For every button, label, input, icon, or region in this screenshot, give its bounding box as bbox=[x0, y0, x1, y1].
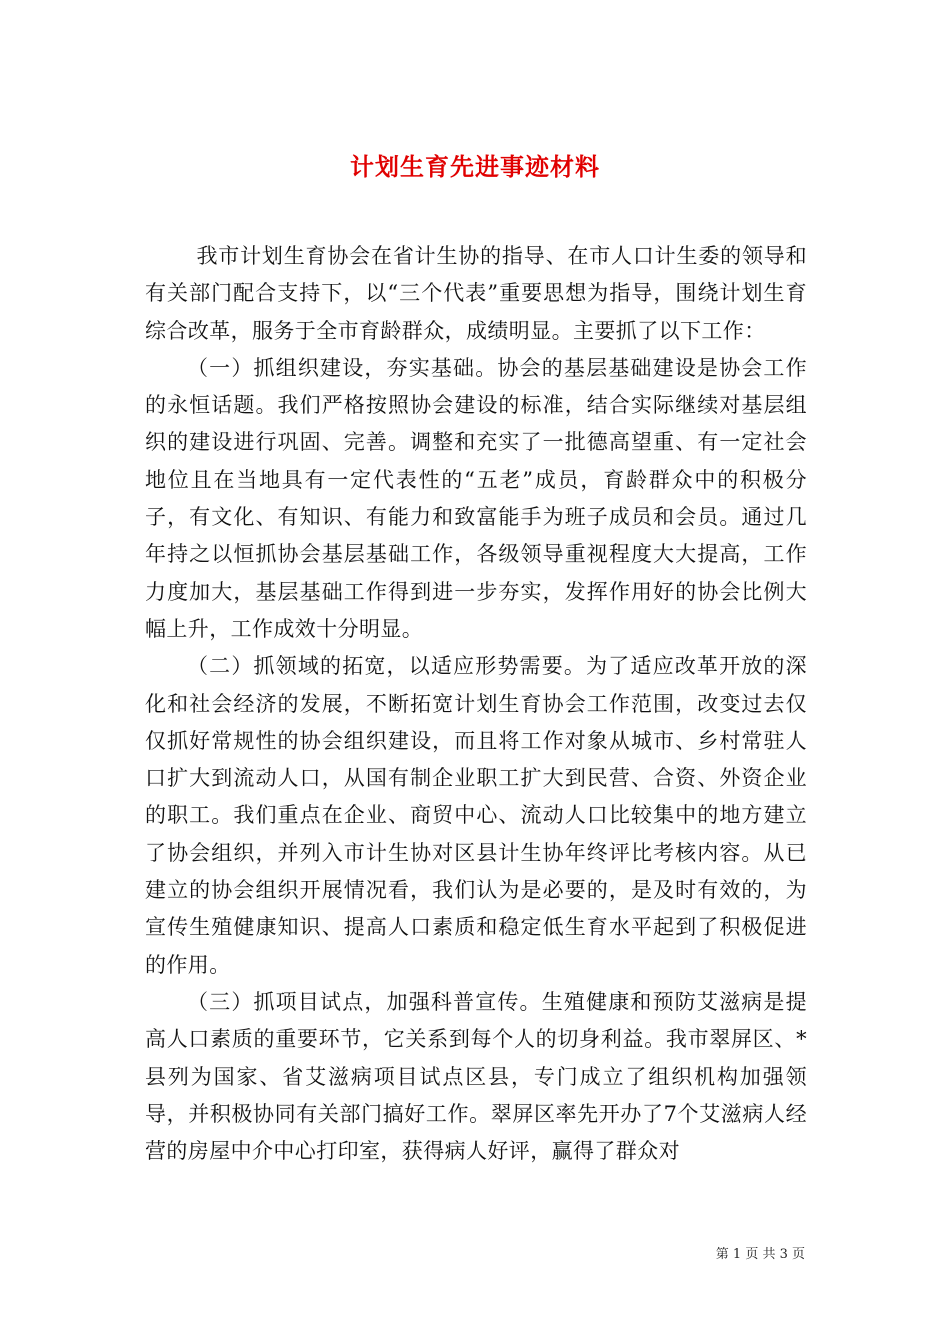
section-2-paragraph: （二）抓领域的拓宽，以适应形势需要。为了适应改革开放的深化和社会经济的发展，不断拓宽计划生育协会工作范围，改变过去仅仅抓好常规性的协会组织建设，而且将工作对象从城市、乡村常驻人口扩大到流动人口，从国有制企业职工扩大到民营、合资、外资企业的职工。我们重点在企业、商贸中心、流动人口比较集中的地方建立了协会组织，并列入市计生协对区县计生协年终评比考核内容。从已建立的协会组织开展情况看，我们认为是必要的，是及时有效的，为宣传生殖健康知识、提高人口素质和稳定低生育水平起到了积极促进的作用。 bbox=[145, 654, 807, 977]
section-3-paragraph: （三）抓项目试点，加强科普宣传。生殖健康和预防艾滋病是提高人口素质的重要环节，它关系到每个人的切身利益。我市翠屏区、*县列为国家、省艾滋病项目试点区县，专门成立了组织机构加强领导，并积极协同有关部门搞好工作。翠屏区率先开办了7个艾滋病人经营的房屋中介中心打印室，获得病人好评，赢得了群众对 bbox=[145, 989, 807, 1164]
document-body bbox=[145, 238, 807, 1170]
intro-paragraph: 我市计划生育协会在省计生协的指导、在市人口计生委的领导和有关部门配合支持下，以“三个代表”重要思想为指导，围绕计划生育综合改革，服务于全市育龄群众，成绩明显。主要抓了以下工作： bbox=[145, 244, 807, 343]
page-number-footer: 第 1 页 共 3 页 bbox=[715, 1247, 805, 1262]
section-1-paragraph: （一）抓组织建设，夯实基础。协会的基层基础建设是协会工作的永恒话题。我们严格按照协会建设的标准，结合实际继续对基层组织的建设进行巩固、完善。调整和充实了一批德高望重、有一定社会地位且在当地具有一定代表性的“五老”成员，育龄群众中的积极分子，有文化、有知识、有能力和致富能手为班子成员和会员。通过几年持之以恒抓协会基层基础工作，各级领导重视程度大大提高，工作力度加大，基层基础工作得到进一步夯实，发挥作用好的协会比例大幅上升，工作成效十分明显。 bbox=[145, 355, 807, 641]
document-title: 计划生育先进事迹材料 bbox=[350, 152, 600, 182]
